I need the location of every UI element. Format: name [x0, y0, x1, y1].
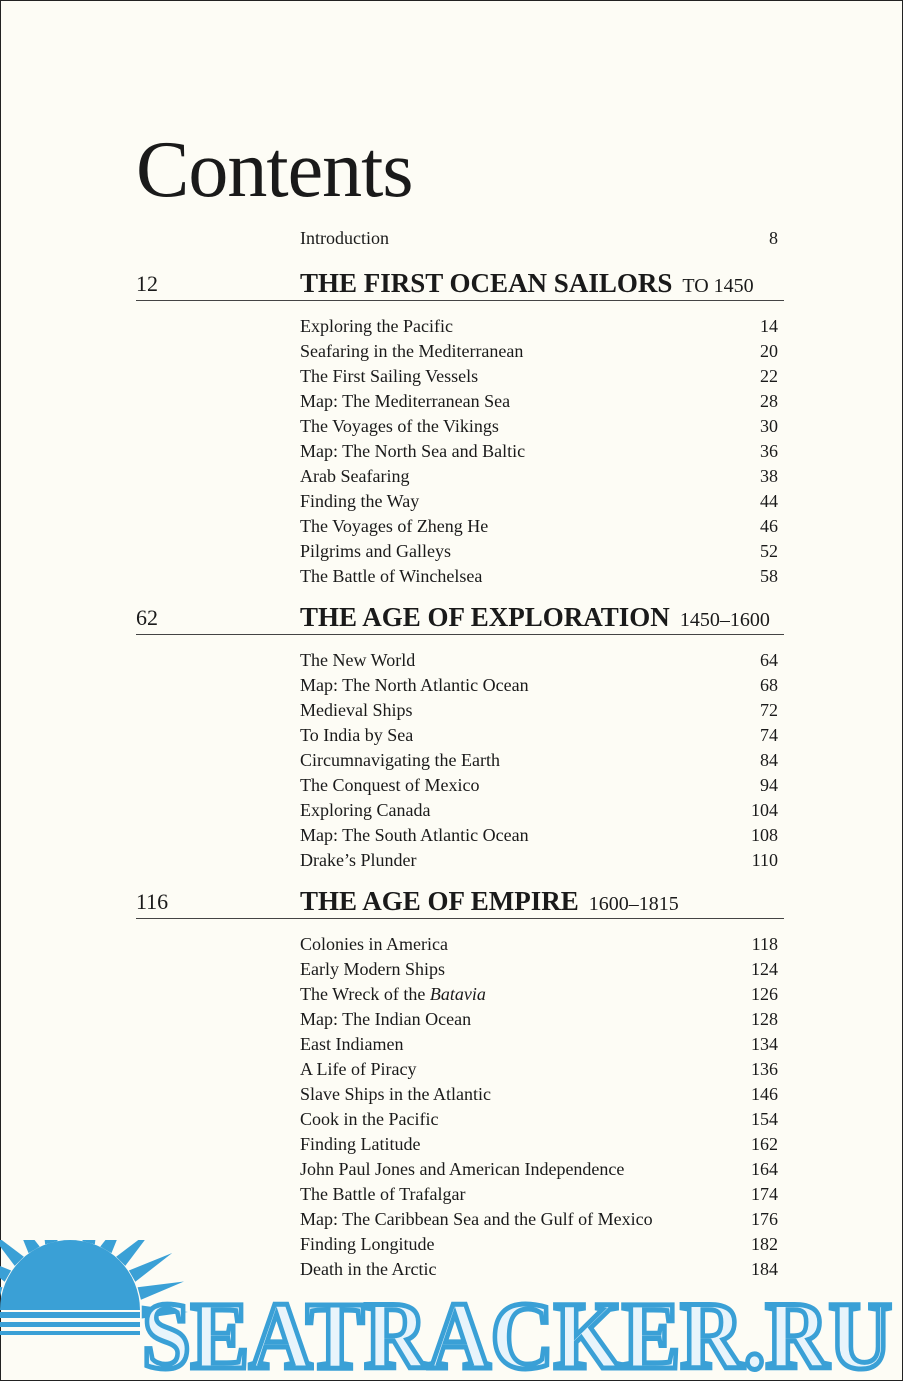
entry-page: 154	[751, 1109, 778, 1129]
toc-entry[interactable]	[300, 698, 778, 723]
entry-page: 28	[760, 391, 778, 411]
toc-entry[interactable]	[300, 1182, 778, 1207]
toc-entry[interactable]	[300, 1082, 778, 1107]
entry-page: 84	[760, 750, 778, 770]
entry-page: 94	[760, 775, 778, 795]
entry-page: 52	[760, 541, 778, 561]
entry-label: Introduction	[300, 228, 389, 248]
entry-label: Map: The Indian Ocean	[300, 1009, 472, 1029]
toc-entry[interactable]	[300, 932, 778, 957]
entry-label: Slave Ships in the Atlantic	[300, 1084, 491, 1104]
toc-entry[interactable]	[300, 848, 778, 873]
entry-page: 184	[751, 1259, 778, 1279]
toc-entry[interactable]	[300, 823, 778, 848]
toc-entry[interactable]	[300, 957, 778, 982]
entry-page: 72	[760, 700, 778, 720]
entry-label: The Conquest of Mexico	[300, 775, 480, 795]
entry-label: The Battle of Winchelsea	[300, 566, 483, 586]
toc-entry[interactable]	[300, 748, 778, 773]
entry-page: 104	[751, 800, 778, 820]
section-header[interactable]	[136, 600, 784, 635]
entry-label: The Battle of Trafalgar	[300, 1184, 466, 1204]
toc-entry[interactable]	[300, 1032, 778, 1057]
entry-page: 44	[760, 491, 778, 511]
entry-page: 176	[751, 1209, 778, 1229]
entry-page: 22	[760, 366, 778, 386]
toc-entry[interactable]	[300, 564, 778, 589]
entry-label: Finding Longitude	[300, 1234, 435, 1254]
toc-entry[interactable]	[300, 1207, 778, 1232]
sun-ray	[129, 1253, 172, 1282]
entry-page: 64	[760, 650, 778, 670]
entry-label: Exploring Canada	[300, 800, 431, 820]
toc-entry[interactable]	[300, 414, 778, 439]
toc-entry[interactable]	[300, 723, 778, 748]
entry-page: 128	[751, 1009, 778, 1029]
section-page: 12	[136, 271, 158, 296]
entry-page: 134	[751, 1034, 778, 1054]
entry-label: Arab Seafaring	[300, 466, 410, 486]
entry-page: 124	[751, 959, 778, 979]
section-title: THE AGE OF EXPLORATION 1450–1600	[300, 602, 770, 632]
toc-entry[interactable]	[300, 514, 778, 539]
entry-page: 118	[751, 934, 778, 954]
entry-label: Colonies in America	[300, 934, 448, 954]
entry-page: 68	[760, 675, 778, 695]
entry-label: John Paul Jones and American Independence	[300, 1159, 625, 1179]
entry-page: 30	[760, 416, 778, 436]
entry-page: 110	[751, 850, 778, 870]
entry-label: The Voyages of Zheng He	[300, 516, 489, 536]
entry-page: 182	[751, 1234, 778, 1254]
toc-entry[interactable]	[300, 489, 778, 514]
entry-label: Map: The Mediterranean Sea	[300, 391, 511, 411]
toc-entry[interactable]	[300, 773, 778, 798]
entry-label: To India by Sea	[300, 725, 414, 745]
entry-label: Exploring the Pacific	[300, 316, 453, 336]
entry-page: 164	[751, 1159, 778, 1179]
entry-label: The Wreck of the Batavia	[300, 984, 486, 1004]
section-dates: 1450–1600	[679, 609, 770, 631]
toc-entry[interactable]	[300, 364, 778, 389]
section-title: THE FIRST OCEAN SAILORS TO 1450	[300, 268, 754, 298]
entry-label: Early Modern Ships	[300, 959, 445, 979]
section-title: THE AGE OF EMPIRE 1600–1815	[300, 886, 679, 916]
section-dates: TO 1450	[682, 275, 754, 297]
entry-page: 58	[760, 566, 778, 586]
entry-label: Death in the Arctic	[300, 1259, 437, 1279]
toc-entry[interactable]	[300, 464, 778, 489]
section-page: 116	[136, 889, 169, 914]
entry-label: Map: The North Sea and Baltic	[300, 441, 526, 461]
toc-entry[interactable]	[300, 1007, 778, 1032]
toc-entry[interactable]	[300, 339, 778, 364]
toc-entry[interactable]	[300, 439, 778, 464]
toc-entry[interactable]	[300, 1157, 778, 1182]
toc-entry[interactable]	[300, 798, 778, 823]
section-header[interactable]	[136, 266, 784, 301]
entry-label: Pilgrims and Galleys	[300, 541, 451, 561]
entry-page: 14	[760, 316, 778, 336]
entry-label: Map: The Caribbean Sea and the Gulf of Mexico	[300, 1209, 653, 1229]
entry-label: Medieval Ships	[300, 700, 413, 720]
entry-label: Map: The North Atlantic Ocean	[300, 675, 529, 695]
entry-label: Map: The South Atlantic Ocean	[300, 825, 529, 845]
entry-label: East Indiamen	[300, 1034, 404, 1054]
entry-page: 38	[760, 466, 778, 486]
entry-page: 20	[760, 341, 778, 361]
toc-entry[interactable]	[300, 1107, 778, 1132]
entry-label: Cook in the Pacific	[300, 1109, 439, 1129]
page-title: Contents	[136, 126, 413, 214]
toc-entry[interactable]	[300, 539, 778, 564]
entry-label: A Life of Piracy	[300, 1059, 417, 1079]
entry-page: 136	[751, 1059, 778, 1079]
toc-entry[interactable]	[300, 1132, 778, 1157]
entry-page: 174	[751, 1184, 778, 1204]
entry-page: 74	[760, 725, 778, 745]
toc-entry[interactable]	[300, 1057, 778, 1082]
entry-label: Drake’s Plunder	[300, 850, 417, 870]
entry-page: 8	[769, 228, 778, 248]
toc-entry[interactable]	[300, 673, 778, 698]
watermark	[0, 1240, 903, 1381]
toc-entry[interactable]	[300, 314, 778, 339]
toc-entry[interactable]	[300, 389, 778, 414]
entry-page: 36	[760, 441, 778, 461]
entry-page: 162	[751, 1134, 778, 1154]
entry-label: The New World	[300, 650, 416, 670]
section-header[interactable]	[136, 884, 784, 919]
entry-page: 146	[751, 1084, 778, 1104]
entry-label: Finding the Way	[300, 491, 420, 511]
toc-entry[interactable]	[300, 982, 778, 1007]
section-page: 62	[136, 605, 158, 630]
entry-page: 46	[760, 516, 778, 536]
entry-label: Seafaring in the Mediterranean	[300, 341, 524, 361]
entry-label: The First Sailing Vessels	[300, 366, 479, 386]
sun-ray	[116, 1240, 153, 1266]
entry-page: 108	[751, 825, 778, 845]
toc-entry[interactable]	[300, 648, 778, 673]
section-dates: 1600–1815	[588, 893, 679, 915]
entry-label: The Voyages of the Vikings	[300, 416, 499, 436]
watermark-text: SEATRACKER.RU	[142, 1282, 892, 1381]
entry-label: Circumnavigating the Earth	[300, 750, 500, 770]
toc-entry-introduction[interactable]	[300, 226, 778, 251]
entry-page: 126	[751, 984, 778, 1004]
entry-label: Finding Latitude	[300, 1134, 421, 1154]
